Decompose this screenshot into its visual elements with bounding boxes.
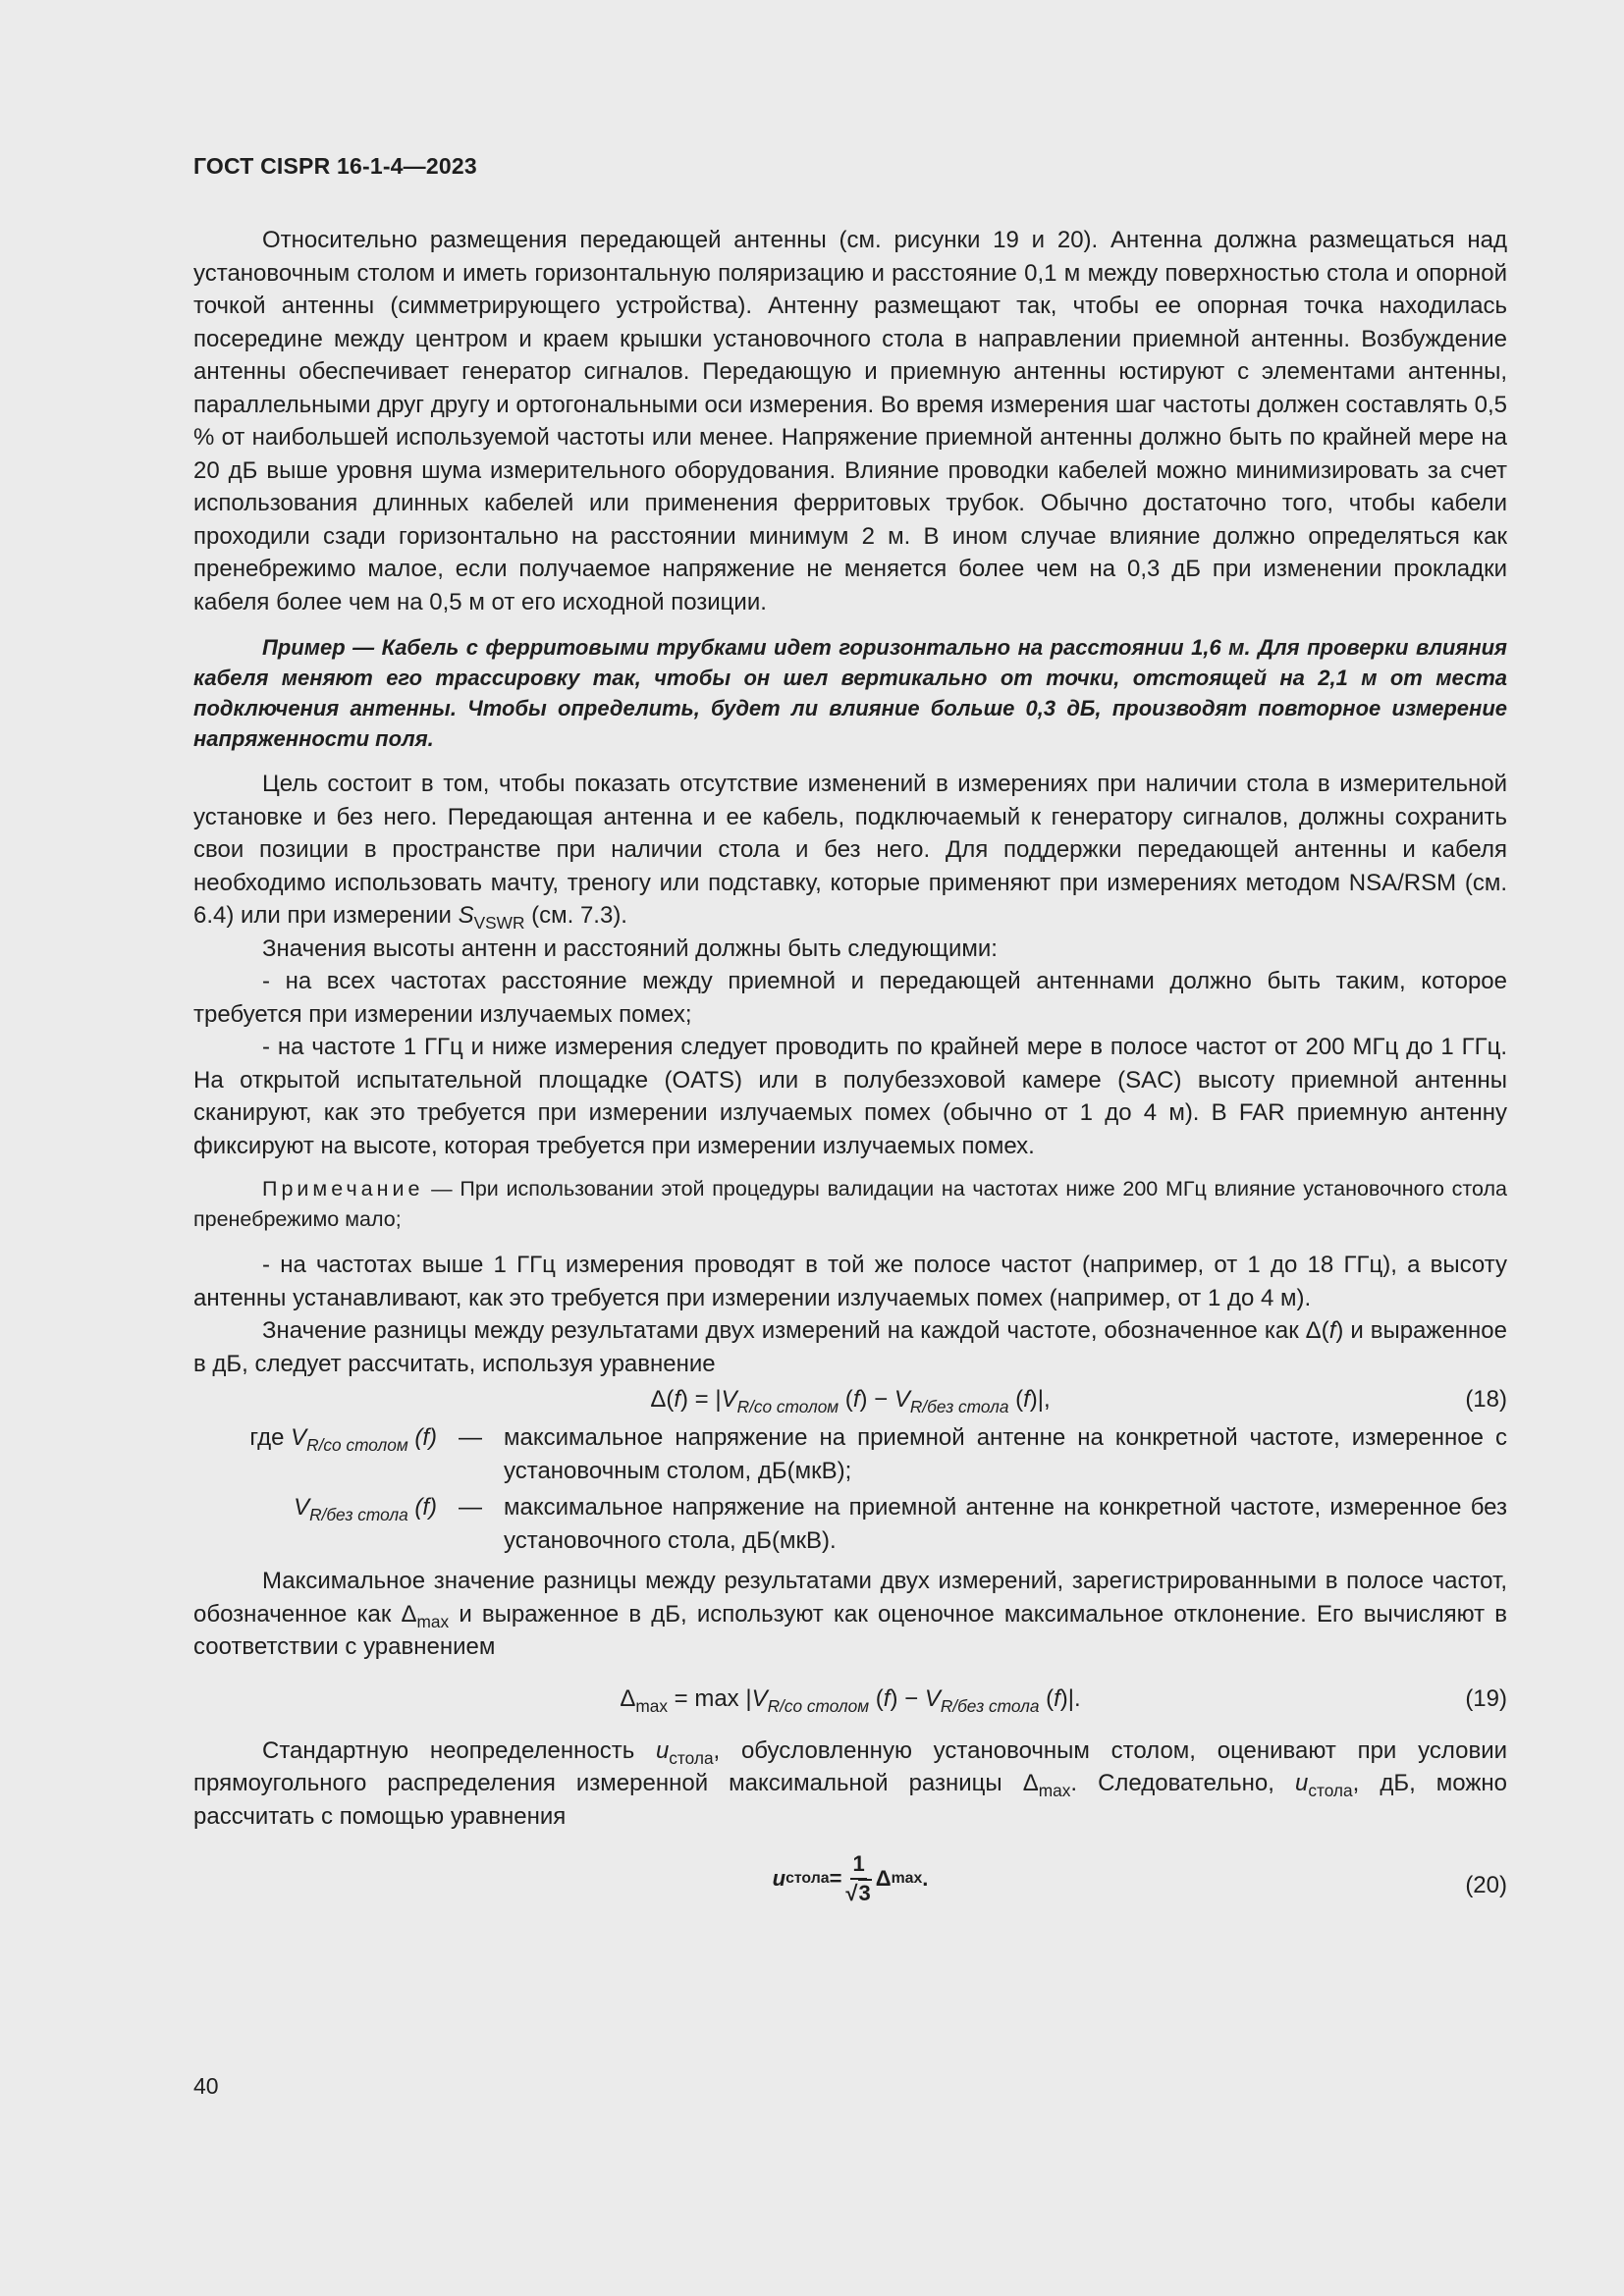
eq19-f2: f [1054,1684,1060,1712]
example-paragraph: Пример — Кабель с ферритовыми трубками идет горизонтально на расстоянии 1,6 м. Для проверки влияния кабеля меняют его трассировку так, чтобы он шел вертикально от точки, отстоящей на 2,1 м от места подключения антенны. Чтобы определить, будет ли влияние больше 0,3 дБ, производят повторное измерение напряженности поля. [193,635,1507,751]
eq19-f1: f [883,1684,891,1712]
equation-18-formula [193,1382,1507,1417]
eq18-mid3: ) − [859,1386,894,1413]
delta-subscript: max [1038,1780,1071,1800]
eq18-mid1: ) = | [680,1386,722,1413]
definition-prefix: где [249,1424,292,1451]
paragraph-goal [193,768,1507,933]
paragraph-unc-d: , [1352,1770,1360,1796]
eq19-v2: V [924,1684,941,1712]
paragraph-max-a: Максимальное значение разницы между результатами двух измерений, зарегистрированными в полосе частот, обозначенное как Δ [193,1568,1507,1628]
eq18-v2: V [893,1386,910,1413]
definitions-list [193,1421,1507,1557]
document-header: ГОСТ CISPR 16-1-4—2023 [193,153,477,179]
definition-v-without-table [193,1491,1507,1557]
note-paragraph [193,1174,1507,1235]
eq19-dsub: max [635,1695,668,1716]
page-content [193,224,1507,1915]
definition-term [193,1421,437,1455]
paragraph-unc-e: дБ, можно рассчитать с помощью уравнения [193,1770,1508,1830]
definition-term [193,1491,437,1524]
eq20-delta: Δ [875,1866,892,1891]
equation-19 [193,1682,1507,1717]
equation-18-number: (18) [1465,1386,1507,1413]
eq18-sub1: R/со столом [736,1396,839,1416]
list-item-below-1ghz: - на частоте 1 ГГц и ниже измерения следует проводить по крайней мере в полосе частот от 200 МГц до 1 ГГц. На открытой испытательной площадке (OATS) или в полубезэховой камере (SAC) высоту приемной антенны сканируют, как это требуется при измерении излучаемых помех (обычно от 1 до 4 м). В FAR приемную антенну фиксируют на высоте, которая требуется при измерении излучаемых помех. [193,1034,1507,1159]
eq20-end: . [922,1866,929,1891]
eq20-radicand: 3 [858,1881,871,1905]
eq19-mid2: ( [869,1684,884,1712]
paragraph-uncertainty [193,1735,1507,1834]
definition-sub: R/без стола [309,1504,408,1524]
paragraph-unc-a: Стандартную неопределенность [262,1736,656,1764]
u-symbol-2: u [1294,1770,1309,1796]
equation-20-number: (20) [1465,1872,1507,1898]
u-subscript-1: стола [669,1747,714,1768]
eq19-v1: V [751,1684,768,1712]
definition-v-with-table [193,1421,1507,1487]
definition-text: максимальное напряжение на приемной антенне на конкретной частоте, измеренное с установочным столом, дБ(мкВ); [504,1424,1507,1484]
eq19-end: )|. [1059,1684,1081,1712]
note-label: Примечание [262,1177,424,1201]
list-item-all-frequencies: - на всех частотах расстояние между приемной и передающей антеннами должно быть таким, которое требуется при измерении излучаемых помех; [193,968,1507,1028]
eq18-mid2: ( [839,1386,853,1413]
eq20-equals: = [829,1866,842,1891]
s-symbol: S [458,902,474,929]
u-symbol-1: u [655,1736,670,1764]
paragraph-difference [193,1314,1507,1380]
eq18-sub2: R/без стола [909,1396,1009,1416]
paragraph-unc-c: . Следовательно, [1070,1770,1295,1796]
definition-sub: R/со столом [306,1434,408,1455]
equation-20 [193,1842,1507,1915]
paragraph-difference-b: ) и выраженное в дБ, следует рассчитать, используя уравнение [193,1317,1507,1377]
eq19-mid3: ) − [890,1684,925,1712]
eq18-v1: V [721,1386,737,1413]
definition-v: V [294,1494,310,1521]
definition-v: V [291,1424,307,1451]
page-number: 40 [193,2073,219,2099]
eq18-f1: f [674,1386,681,1413]
s-subscript: VSWR [473,912,525,933]
eq18-f3: f [1023,1386,1030,1413]
eq18-f2: f [852,1386,860,1413]
definition-arg: (f) [407,1494,437,1521]
paragraph-max-sub: max [416,1611,450,1631]
eq18-mid4: ( [1008,1386,1024,1413]
sqrt-icon: √ [845,1881,858,1905]
paragraph-unc-b: , обусловленную установочным столом, оценивают при условии прямоугольного распределения измеренной максимальной разницы Δ [193,1736,1507,1796]
eq19-mid1: = max | [667,1684,752,1712]
eq18-end: )|, [1029,1386,1051,1413]
eq20-numerator: 1 [850,1853,866,1880]
paragraph-difference-a: Значение разницы между результатами двух измерений на каждой частоте, обозначенное как Δ( [262,1317,1329,1344]
eq20-denominator [845,1880,871,1904]
equation-19-number: (19) [1465,1684,1507,1712]
note-text: — При использовании этой процедуры валидации на частотах ниже 200 МГц влияние установочного стола пренебрежимо мало; [193,1177,1507,1231]
eq19-mid4: ( [1039,1684,1055,1712]
paragraph-max-difference [193,1565,1507,1664]
eq18-delta: Δ( [650,1386,675,1413]
paragraph-antenna-placement: Относительно размещения передающей антенны (см. рисунки 19 и 20). Антенна должна размещаться над установочным столом и иметь горизонтальную поляризацию и расстояние 0,1 м между поверхностью стола и опорной точкой антенны (симметрирующего устройства). Антенну размещают так, чтобы ее опорная точка находилась посередине между центром и краем крышки установочного стола в направлении приемной антенны. Возбуждение антенны обеспечивает генератор сигналов. Передающую и приемную антенны юстируют с элементами антенны, параллельными друг другу и ортогональными оси измерения. Во время измерения шаг частоты должен составлять 0,5 % от наибольшей используемой частоты или менее. Напряжение приемной антенны должно быть по крайней мере на 20 дБ выше уровня шума измерительного оборудования. Влияние проводки кабелей можно минимизировать за счет использования длинных кабелей или применения ферритовых трубок. Обычно достаточно того, чтобы кабели проходили сзади горизонтально на расстоянии минимум 2 м. В ином случае влияние должно определяться как пренебрежимо малое, если получаемое напряжение не меняется более чем на 0,3 дБ при изменении прокладки кабеля более чем на 0,5 м от его исходной позиции. [193,227,1507,615]
f-symbol: f [1328,1317,1336,1344]
paragraph-heights-intro: Значения высоты антенн и расстояний должны быть следующими: [262,934,998,962]
eq19-delta: Δ [620,1684,636,1712]
definition-arg: (f) [407,1424,437,1451]
paragraph-max-b: и выраженное в дБ, используют как оценочное максимальное отклонение. Его вычисляют в соответствии с уравнением [193,1600,1508,1660]
eq19-sub2: R/без стола [940,1695,1040,1716]
definition-dash: — [459,1424,482,1451]
paragraph-goal-end: (см. 7.3). [524,902,627,929]
definition-dash: — [459,1494,482,1521]
eq20-fraction [845,1853,871,1904]
equation-18 [193,1382,1507,1417]
equation-20-formula: u стола = $\frac{1}{√3}$ Δ max . [772,1851,929,1905]
eq19-sub1: R/со столом [767,1695,870,1716]
equation-19-formula [193,1682,1507,1717]
list-item-above-1ghz: - на частотах выше 1 ГГц измерения проводят в той же полосе частот (например, от 1 до 18 ГГц), а высоту антенны устанавливают, как это требуется при измерении излучаемых помех (например, от 1 до 4 м). [193,1252,1507,1311]
paragraph-goal-text: Цель состоит в том, чтобы показать отсутствие изменений в измерениях при наличии стола в измерительной установке и без него. Передающая антенна и ее кабель, подключаемый к генератору сигналов, должны сохранить свои позиции в пространстве при наличии стола и без него. Для поддержки передающей антенны и кабеля необходимо использовать мачту, треногу или подставку, которые применяют при измерениях методом NSA/RSM (см. 6.4) или при измерении [193,771,1507,929]
definition-text: максимальное напряжение на приемной антенне на конкретной частоте, измеренное без установочного стола, дБ(мкВ). [504,1494,1507,1554]
u-subscript-2: стола [1308,1780,1353,1800]
eq20-u: u [772,1866,786,1891]
